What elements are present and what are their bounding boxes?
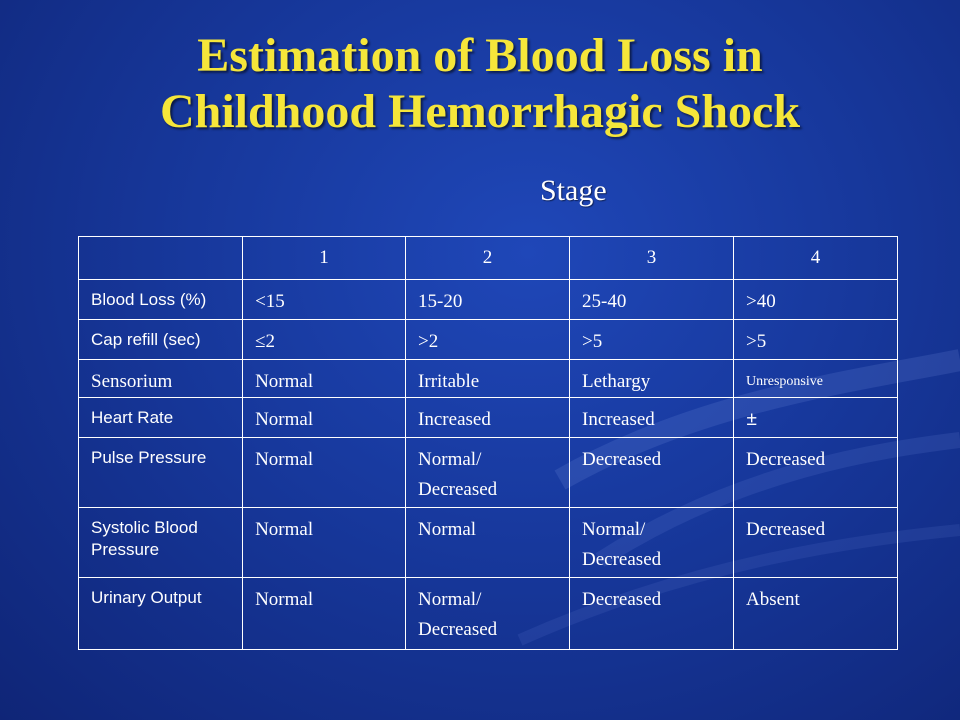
table-cell bbox=[733, 360, 897, 398]
cell-text: Decreased bbox=[582, 589, 662, 610]
table-row bbox=[79, 508, 898, 578]
row-label: Cap refill (sec) bbox=[79, 320, 243, 360]
title-line-1: Estimation of Blood Loss in bbox=[197, 29, 763, 82]
table-row bbox=[79, 320, 898, 360]
cell-text: Unresponsive bbox=[745, 374, 823, 389]
cell-text: Normal bbox=[255, 449, 314, 470]
table-cell bbox=[243, 438, 406, 508]
table-row bbox=[79, 360, 898, 398]
row-label: Heart Rate bbox=[79, 398, 243, 438]
cell-text: >2 bbox=[418, 331, 439, 352]
table-header-row bbox=[79, 237, 898, 280]
table-cell bbox=[243, 360, 406, 398]
cell-text: Decreased bbox=[418, 619, 498, 640]
table-cell bbox=[406, 280, 570, 320]
cell-text: Absent bbox=[745, 589, 800, 610]
table-cell bbox=[733, 578, 897, 650]
table-cell bbox=[733, 398, 897, 438]
cell-text: Increased bbox=[418, 409, 491, 430]
header-cell-empty bbox=[79, 237, 243, 280]
cell-text: Normal/ bbox=[418, 589, 482, 610]
table-cell bbox=[733, 280, 897, 320]
table-cell bbox=[406, 360, 570, 398]
table-cell bbox=[406, 578, 570, 650]
table-cell bbox=[733, 320, 897, 360]
table-cell bbox=[733, 438, 897, 508]
row-label: Sensorium bbox=[79, 360, 243, 398]
blood-loss-table bbox=[78, 236, 898, 650]
cell-text: <15 bbox=[255, 291, 285, 312]
row-label: Urinary Output bbox=[79, 578, 243, 650]
table-row bbox=[79, 280, 898, 320]
cell-text: 25-40 bbox=[582, 291, 627, 312]
table-cell bbox=[243, 320, 406, 360]
table-cell bbox=[570, 578, 734, 650]
row-label: Blood Loss (%) bbox=[79, 280, 243, 320]
table-cell bbox=[406, 438, 570, 508]
cell-text: Decreased bbox=[418, 479, 498, 500]
cell-text: Normal bbox=[255, 409, 314, 430]
table-cell bbox=[243, 280, 406, 320]
page-title bbox=[0, 28, 960, 140]
table-cell bbox=[406, 508, 570, 578]
cell-text: ≤2 bbox=[255, 331, 275, 352]
cell-text: Decreased bbox=[582, 449, 662, 470]
header-cell-stage-3: 3 bbox=[570, 237, 734, 280]
cell-text: Irritable bbox=[418, 371, 480, 392]
cell-text: Normal/ bbox=[418, 449, 482, 470]
table-cell bbox=[243, 398, 406, 438]
cell-text: Decreased bbox=[745, 519, 826, 540]
cell-text: >5 bbox=[745, 331, 767, 352]
table-row bbox=[79, 578, 898, 650]
table-cell bbox=[570, 438, 734, 508]
cell-text: Lethargy bbox=[582, 371, 651, 392]
cell-text: >40 bbox=[745, 291, 776, 312]
header-cell-stage-4: 4 bbox=[733, 237, 897, 280]
cell-text: Normal bbox=[418, 519, 477, 540]
table-cell bbox=[243, 578, 406, 650]
table-body bbox=[79, 280, 898, 650]
table-cell bbox=[406, 398, 570, 438]
table-cell bbox=[243, 508, 406, 578]
table-cell bbox=[570, 398, 734, 438]
cell-text: Decreased bbox=[745, 449, 826, 470]
row-label: Systolic Blood Pressure bbox=[79, 508, 243, 578]
cell-text: Normal bbox=[255, 589, 314, 610]
cell-text: Decreased bbox=[582, 549, 662, 570]
row-label: Pulse Pressure bbox=[79, 438, 243, 508]
cell-text: >5 bbox=[582, 331, 603, 352]
table-cell bbox=[733, 508, 897, 578]
cell-text: Normal bbox=[255, 371, 314, 392]
cell-text: Normal bbox=[255, 519, 314, 540]
cell-text: Increased bbox=[582, 409, 655, 430]
title-line-2: Childhood Hemorrhagic Shock bbox=[159, 85, 801, 138]
table-cell bbox=[570, 320, 734, 360]
table-row bbox=[79, 438, 898, 508]
header-cell-stage-1: 1 bbox=[243, 237, 406, 280]
table-cell bbox=[570, 280, 734, 320]
table-cell bbox=[570, 360, 734, 398]
cell-text: ± bbox=[745, 409, 758, 431]
table-cell bbox=[406, 320, 570, 360]
table-cell bbox=[570, 508, 734, 578]
header-cell-stage-2: 2 bbox=[406, 237, 570, 280]
cell-text: Normal/ bbox=[582, 519, 646, 540]
table-row bbox=[79, 398, 898, 438]
cell-text: 15-20 bbox=[418, 291, 463, 312]
stage-label: Stage bbox=[540, 174, 607, 207]
